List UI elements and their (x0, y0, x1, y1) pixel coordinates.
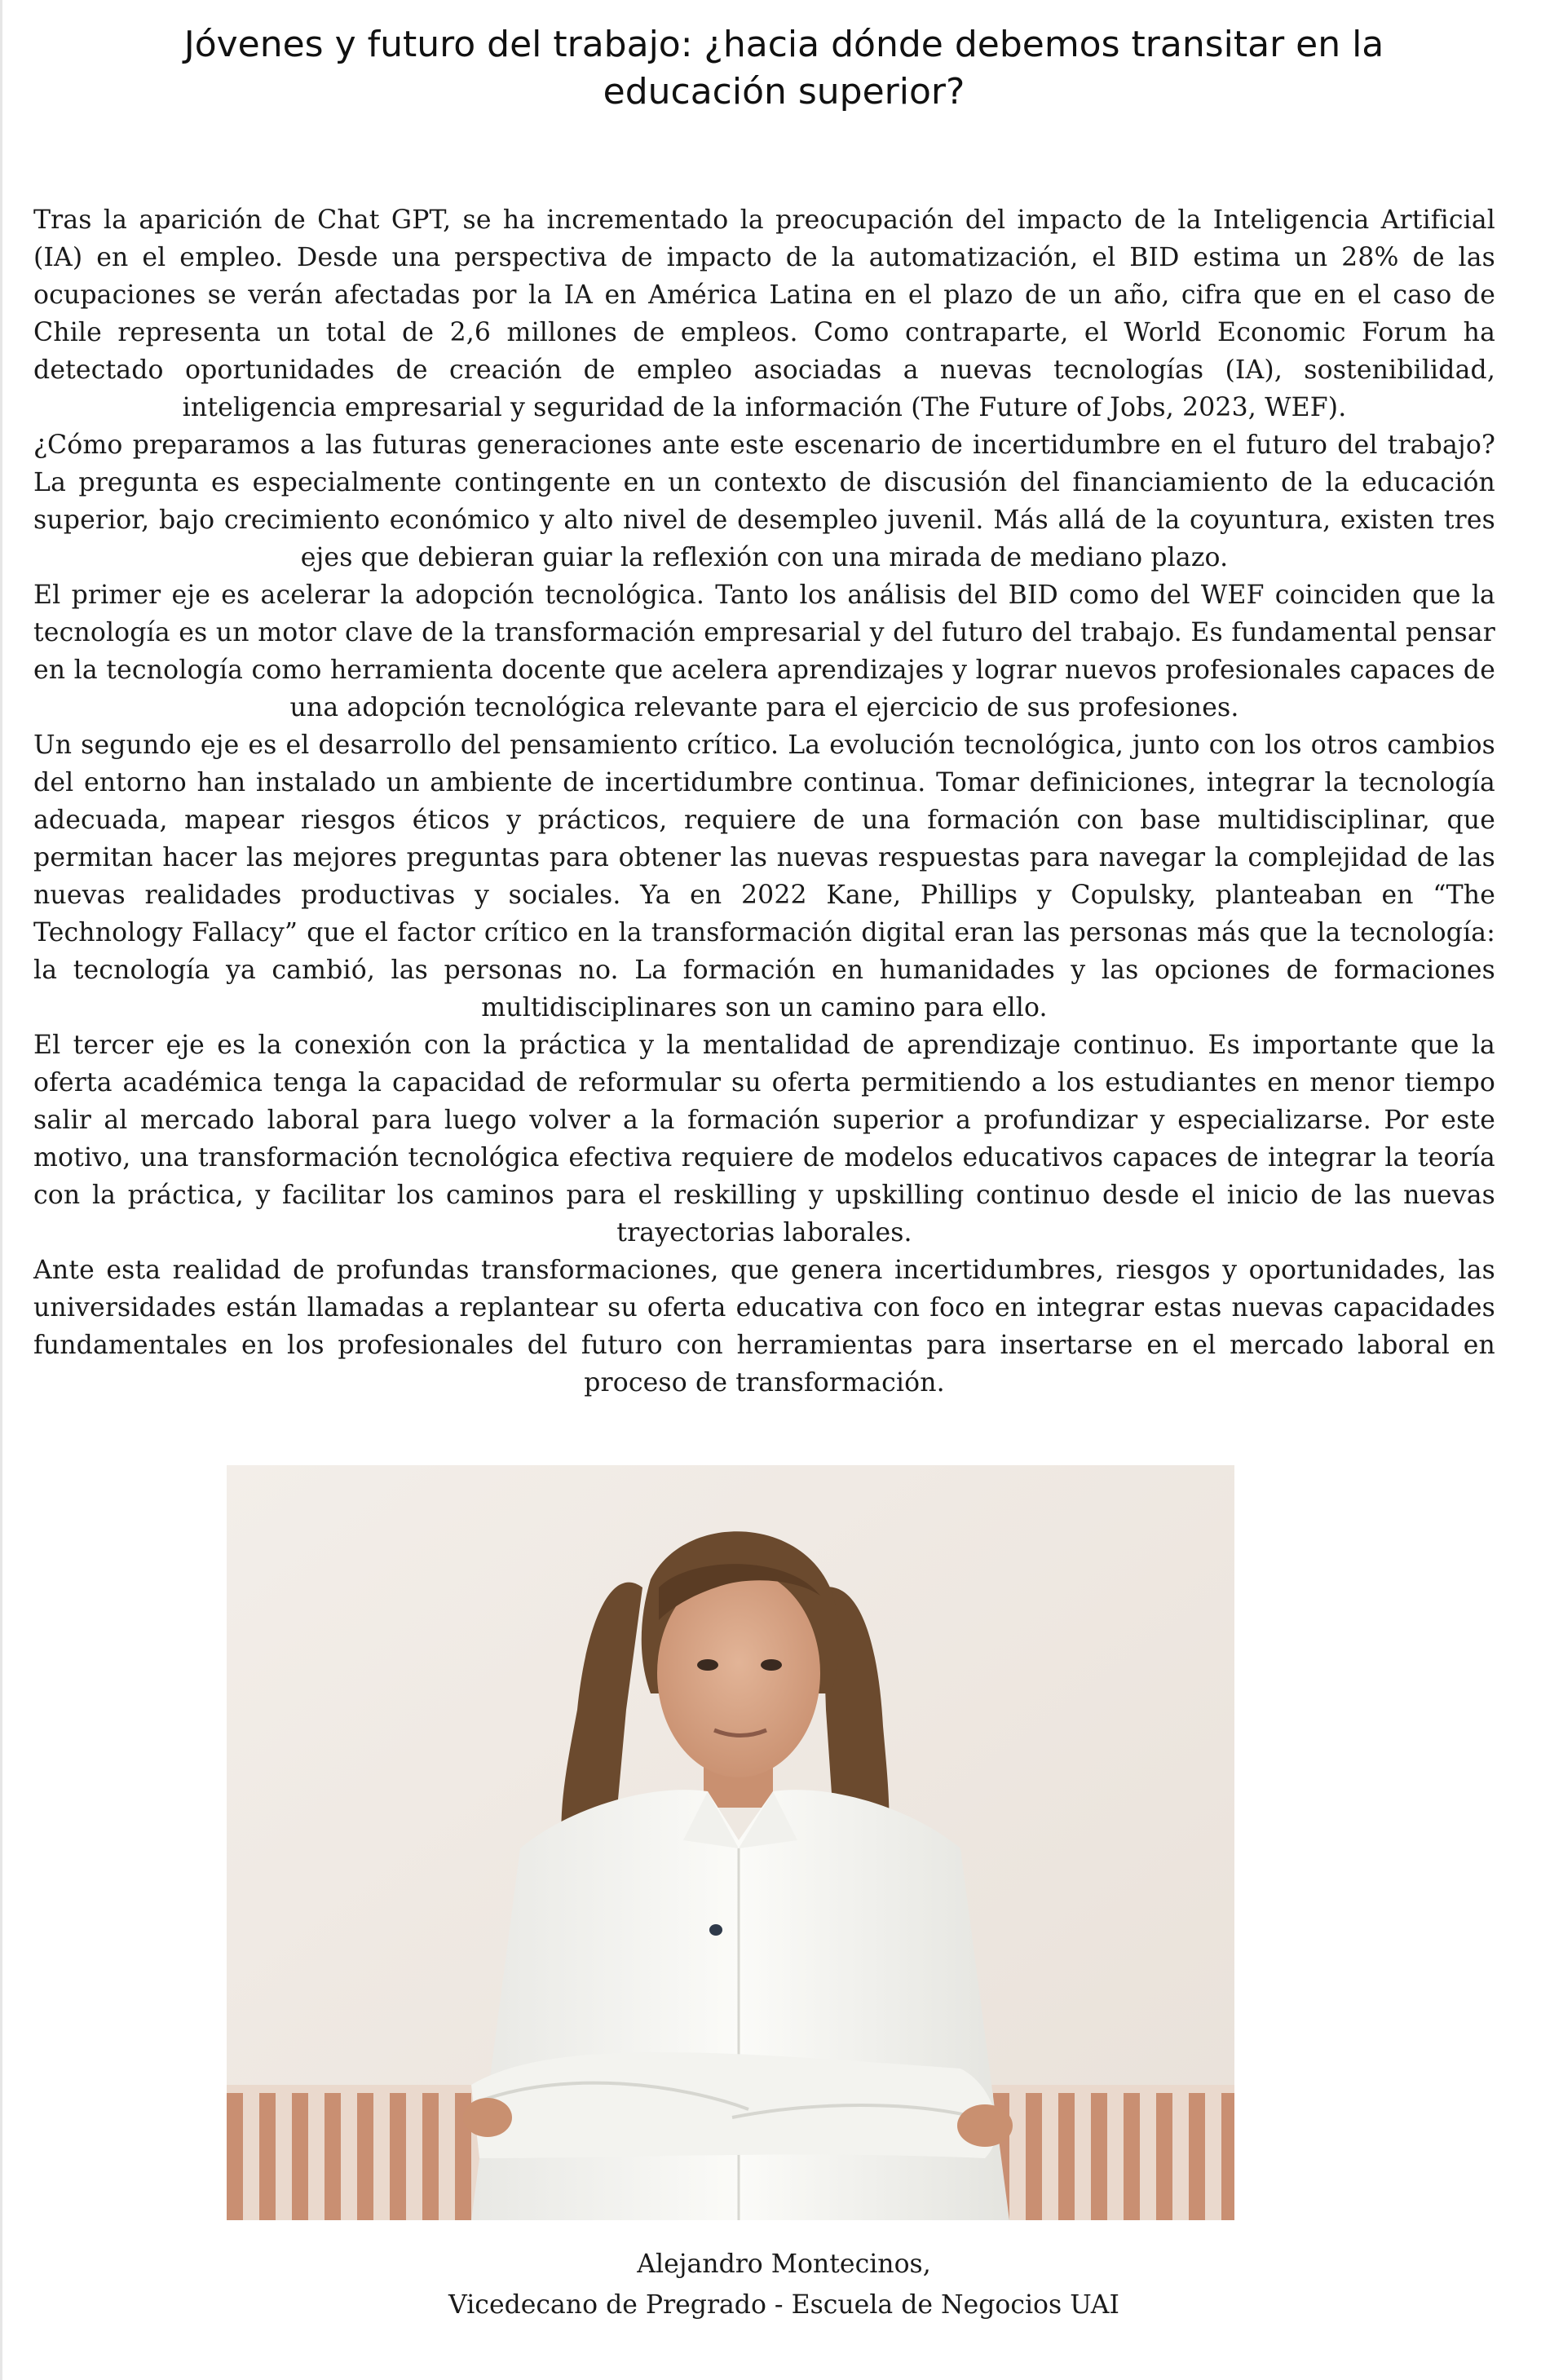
article-paragraph-5: El tercer eje es la conexión con la práctica y la mentalidad de aprendizaje continuo. Es importante que la oferta académica tenga la capacidad de reformular su oferta permitiendo a los estudiantes en menor tiempo salir al mercado laboral para luego volver a la formación superior a profundizar y especializarse. Por este motivo, una transformación tecnológica efectiva requiere de modelos educativos capaces de integrar la teoría con la práctica, y facilitar los caminos para el reskilling y upskilling continuo desde el inicio de las nuevas trayectorias laborales. (33, 1031, 1495, 1247)
article-paragraph-3: El primer eje es acelerar la adopción tecnológica. Tanto los análisis del BID como del WEF coinciden que la tecnología es un motor clave de la transformación empresarial y del futuro del trabajo. Es fundamental pensar en la tecnología como herramienta docente que acelera aprendizajes y lograr nuevos profesionales capaces de una adopción tecnológica relevante para el ejercicio de sus profesiones. (33, 581, 1495, 722)
photo-caption (247, 2244, 1321, 2325)
author-portrait-photo (227, 1465, 1234, 2220)
article-paragraph-4: Un segundo eje es el desarrollo del pensamiento crítico. La evolución tecnológica, junto con los otros cambios del entorno han instalado un ambiente de incertidumbre continua. Tomar definiciones, integrar la tecnología adecuada, mapear riesgos éticos y prácticos, requiere de una formación con base multidisciplinar, que permitan hacer las mejores preguntas para obtener las nuevas respuestas para navegar la complejidad de las nuevas realidades productivas y sociales. Ya en 2022 Kane, Phillips y Copulsky, planteaban en “The Technology Fallacy” que el factor crítico en la transformación digital eran las personas más que la tecnología: la tecnología ya cambió, las personas no. La formación en humanidades y las opciones de formaciones multidisciplinares son un camino para ello. (33, 731, 1495, 1022)
author-role: Vicedecano de Pregrado - Escuela de Negocios UAI (448, 2290, 1119, 2320)
article-title: Jóvenes y futuro del trabajo: ¿hacia dónde debemos transitar en la educación superior? (183, 24, 1384, 113)
article-paragraph-2: ¿Cómo preparamos a las futuras generaciones ante este escenario de incertidumbre en el futuro del trabajo? La pregunta es especialmente contingente en un contexto de discusión del financiamiento de la educación superior, bajo crecimiento económico y alto nivel de desempleo juvenil. Más allá de la coyuntura, existen tres ejes que debieran guiar la reflexión con una mirada de mediano plazo. (33, 431, 1495, 572)
author-name: Alejandro Montecinos, (637, 2250, 931, 2279)
article-paragraph-1: Tras la aparición de Chat GPT, se ha incrementado la preocupación del impacto de la Inteligencia Artificial (IA) en el empleo. Desde una perspectiva de impacto de la automatización, el BID estima un 28% de las ocupaciones se verán afectadas por la IA en América Latina en el plazo de un año, cifra que en el caso de Chile representa un total de 2,6 millones de empleos. Como contraparte, el World Economic Forum ha detectado oportunidades de creación de empleo asociadas a nuevas tecnologías (IA), sostenibilidad, inteligencia empresarial y seguridad de la información (The Future of Jobs, 2023, WEF). (33, 205, 1495, 422)
article-body (33, 201, 1495, 1402)
article-paragraph-6: Ante esta realidad de profundas transformaciones, que genera incertidumbres, riesgos y oportunidades, las universidades están llamadas a replantear su oferta educativa con foco en integrar estas nuevas capacidades fundamentales en los profesionales del futuro con herramientas para insertarse en el mercado laboral en proceso de transformación. (33, 1256, 1495, 1398)
portrait-illustration (227, 1465, 1234, 2220)
